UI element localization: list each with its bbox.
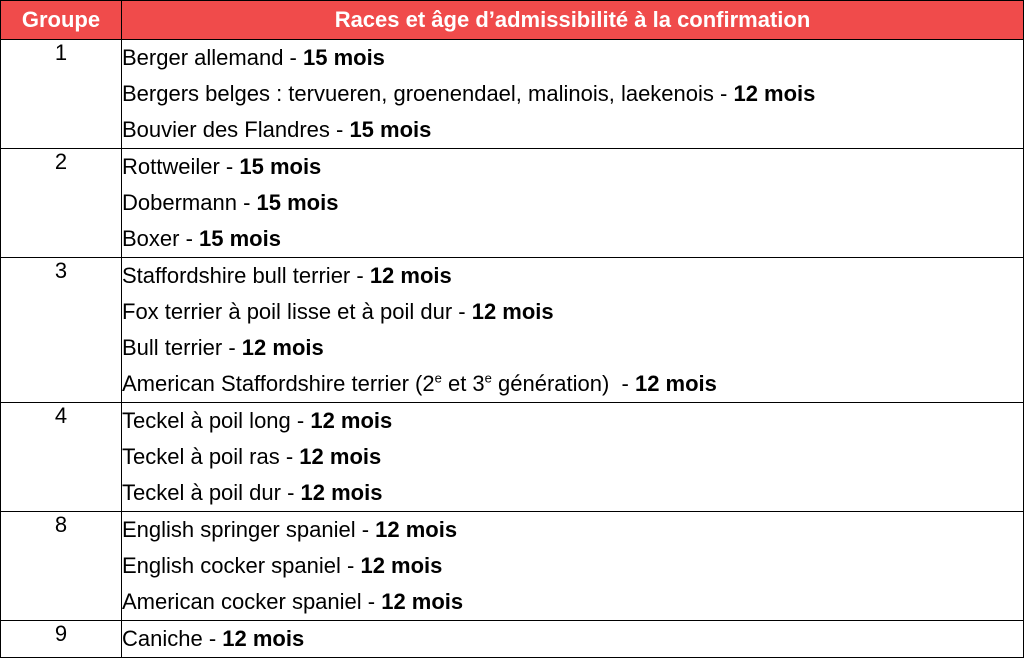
breed-name: Boxer - (122, 226, 200, 251)
breed-line (122, 149, 1023, 185)
breed-name: Bergers belges : tervueren, groenendael, malinois, laekenois - (122, 81, 734, 106)
breed-name: Caniche - (122, 626, 223, 651)
breed-list (122, 512, 1024, 621)
breed-age: 15 mois (239, 154, 322, 179)
breed-line (122, 40, 1023, 76)
breed-age: 12 mois (733, 81, 816, 106)
breed-line (122, 258, 1023, 294)
group-number: 4 (1, 403, 122, 512)
table-row (1, 621, 1024, 658)
breed-line (122, 112, 1023, 148)
header-group: Groupe (1, 1, 122, 40)
breed-name: Rottweiler - (122, 154, 240, 179)
breed-line (122, 548, 1023, 584)
group-number: 2 (1, 149, 122, 258)
header-races: Races et âge d’admissibilité à la confirmation (122, 1, 1024, 40)
breed-name: Bull terrier - (122, 335, 242, 360)
superscript-ordinal: e (484, 370, 492, 386)
breed-name-part: génération) - (491, 371, 635, 396)
breed-age: 12 mois (300, 480, 383, 505)
breed-age: 12 mois (310, 408, 393, 433)
breed-age: 15 mois (199, 226, 281, 251)
breed-age: 12 mois (360, 553, 443, 578)
breed-name: Teckel à poil ras - (122, 444, 300, 469)
breed-age: 12 mois (471, 299, 554, 324)
table-row (1, 512, 1024, 621)
group-number: 3 (1, 258, 122, 403)
breed-name-part: American Staffordshire terrier (2 (122, 371, 435, 396)
breed-age: 12 mois (222, 626, 305, 651)
breed-name: Teckel à poil long - (122, 408, 311, 433)
breed-name: Staffordshire bull terrier - (122, 263, 370, 288)
breed-age: 12 mois (241, 335, 324, 360)
breed-age: 15 mois (302, 45, 385, 70)
breed-line (122, 294, 1023, 330)
breed-age: 12 mois (369, 263, 452, 288)
breed-name: English springer spaniel - (122, 517, 376, 542)
breed-line (122, 621, 1023, 657)
breed-list (122, 40, 1024, 149)
breed-name: Berger allemand - (122, 45, 303, 70)
breed-age: 12 mois (375, 517, 458, 542)
breed-line (122, 221, 1023, 257)
breed-name: English cocker spaniel - (122, 553, 361, 578)
breed-line (122, 475, 1023, 511)
breed-name: American cocker spaniel - (122, 589, 382, 614)
breed-list (122, 621, 1024, 658)
breed-line (122, 439, 1023, 475)
table-row (1, 403, 1024, 512)
breed-name: Dobermann - (122, 190, 257, 215)
breed-name: Teckel à poil dur - (122, 480, 301, 505)
breed-line (122, 185, 1023, 221)
group-number: 8 (1, 512, 122, 621)
superscript-ordinal: e (434, 370, 442, 386)
breed-line (122, 584, 1023, 620)
breed-age: 12 mois (634, 371, 717, 396)
breed-line (122, 330, 1023, 366)
header-row (1, 1, 1024, 40)
table-row (1, 40, 1024, 149)
table-row (1, 149, 1024, 258)
breed-age: 12 mois (381, 589, 464, 614)
breed-name: Bouvier des Flandres - (122, 117, 350, 142)
breed-line (122, 512, 1023, 548)
table-header (1, 1, 1024, 40)
breed-line (122, 366, 1023, 402)
breed-age: 12 mois (299, 444, 382, 469)
breed-age: 15 mois (349, 117, 432, 142)
breed-list (122, 149, 1024, 258)
group-number: 9 (1, 621, 122, 658)
breed-list (122, 403, 1024, 512)
table-row (1, 258, 1024, 403)
breed-age: 15 mois (256, 190, 339, 215)
breed-line (122, 76, 1023, 112)
breed-name: Fox terrier à poil lisse et à poil dur - (122, 299, 472, 324)
group-number: 1 (1, 40, 122, 149)
breed-name-part: et 3 (441, 371, 485, 396)
breed-line (122, 403, 1023, 439)
breed-list (122, 258, 1024, 403)
